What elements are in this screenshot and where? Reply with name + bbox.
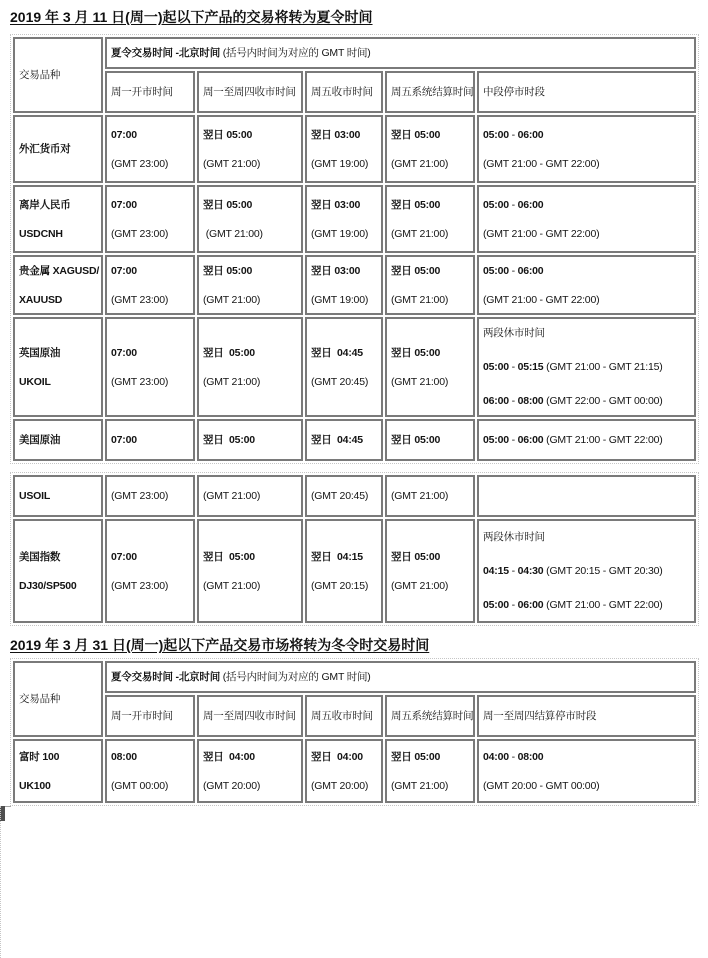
table-row xyxy=(13,185,696,253)
product-cell: USOIL xyxy=(13,475,103,517)
heading-winter-time: 2019 年 3 月 31 日(周一)起以下产品交易市场将转为冬令时交易时间 xyxy=(10,637,430,653)
time-cell: 翌日 05:00 (GMT 21:00) xyxy=(385,115,475,183)
time-cell: 翌日 03:00 (GMT 19:00) xyxy=(305,185,383,253)
heading-summer-time: 2019 年 3 月 11 日(周一)起以下产品的交易将转为夏令时间 xyxy=(10,9,373,25)
header-product: 交易品种 xyxy=(13,37,103,113)
product-cell: 贵金属 XAGUSD/ XAUUSD xyxy=(13,255,103,315)
winter-trading-hours-table xyxy=(11,659,698,805)
product-cell: 外汇货币对 xyxy=(13,115,103,183)
time-cell: 翌日 05:00 (GMT 21:00) xyxy=(197,185,303,253)
header-row-session xyxy=(13,37,696,69)
time-cell: 07:00 (GMT 23:00) xyxy=(105,115,195,183)
table-row xyxy=(13,739,696,803)
time-cell: 翌日 05:00 (GMT 21:00) xyxy=(385,255,475,315)
table-row xyxy=(13,115,696,183)
time-cell: 两段休市时间 04:15 - 04:30 (GMT 20:15 - GMT 20:30) 05:00 - 06:00 (GMT 21:00 - GMT 22:00) xyxy=(477,519,696,623)
header-friday-close: 周五收市时间 xyxy=(305,71,383,113)
header-friday-close: 周五收市时间 xyxy=(305,695,383,737)
time-cell: 07:00 (GMT 23:00) xyxy=(105,255,195,315)
time-cell: 翌日 04:00 (GMT 20:00) xyxy=(305,739,383,803)
product-cell: 美国原油 xyxy=(13,419,103,461)
time-cell: 翌日 05:00 (GMT 21:00) xyxy=(197,519,303,623)
time-cell: (GMT 21:00) xyxy=(197,475,303,517)
header-monday-open: 周一开市时间 xyxy=(105,71,195,113)
product-cell: 离岸人民币 USDCNH xyxy=(13,185,103,253)
time-cell: 翌日 05:00 xyxy=(385,419,475,461)
time-cell: 翌日 05:00 (GMT 21:00) xyxy=(385,317,475,417)
time-cell: 04:00 - 08:00 (GMT 20:00 - GMT 00:00) xyxy=(477,739,696,803)
product-cell: 英国原油 UKOIL xyxy=(13,317,103,417)
summer-table-body-part1 xyxy=(13,115,696,461)
table-right-edge-dotted xyxy=(0,806,1,958)
header-session-times: 夏令交易时间 -北京时间 (括号内时间为对应的 GMT 时间) xyxy=(105,661,696,693)
header-mon-thu-settlement-break: 周一至周四结算停市时段 xyxy=(477,695,696,737)
time-cell: 翌日 04:45 (GMT 20:45) xyxy=(305,317,383,417)
header-session-times: 夏令交易时间 -北京时间 (括号内时间为对应的 GMT 时间) xyxy=(105,37,696,69)
time-cell: 05:00 - 06:00 (GMT 21:00 - GMT 22:00) xyxy=(477,185,696,253)
time-cell: 05:00 - 06:00 (GMT 21:00 - GMT 22:00) xyxy=(477,419,696,461)
time-cell: 翌日 04:00 (GMT 20:00) xyxy=(197,739,303,803)
summer-table-part1 xyxy=(10,34,699,464)
time-cell: 翌日 05:00 (GMT 21:00) xyxy=(385,739,475,803)
table-row xyxy=(13,475,696,517)
time-cell: 07:00 (GMT 23:00) xyxy=(105,317,195,417)
page-break-gap xyxy=(10,464,698,472)
time-cell: 07:00 xyxy=(105,419,195,461)
time-cell: 08:00 (GMT 00:00) xyxy=(105,739,195,803)
time-cell: 05:00 - 06:00 (GMT 21:00 - GMT 22:00) xyxy=(477,115,696,183)
winter-table xyxy=(10,658,699,806)
time-cell: 翌日 05:00 (GMT 21:00) xyxy=(197,317,303,417)
winter-table-body xyxy=(13,739,696,803)
time-cell: 翌日 05:00 (GMT 21:00) xyxy=(197,255,303,315)
time-cell: (GMT 20:45) xyxy=(305,475,383,517)
product-cell: 美国指数 DJ30/SP500 xyxy=(13,519,103,623)
header-product: 交易品种 xyxy=(13,661,103,737)
header-row-columns xyxy=(13,695,696,737)
header-row-session xyxy=(13,661,696,693)
time-cell: 两段休市时间 05:00 - 05:15 (GMT 21:00 - GMT 21:15) 06:00 - 08:00 (GMT 22:00 - GMT 00:00) xyxy=(477,317,696,417)
table-row xyxy=(13,255,696,315)
table-row xyxy=(13,419,696,461)
header-friday-settlement: 周五系统结算时间 xyxy=(385,695,475,737)
time-cell: 翌日 05:00 (GMT 21:00) xyxy=(385,519,475,623)
time-cell: 07:00 (GMT 23:00) xyxy=(105,519,195,623)
time-cell: 翌日 05:00 (GMT 21:00) xyxy=(197,115,303,183)
product-cell: 富时 100 UK100 xyxy=(13,739,103,803)
time-cell: 翌日 03:00 (GMT 19:00) xyxy=(305,115,383,183)
summer-trading-hours-table-continued xyxy=(11,473,698,625)
time-cell: 翌日 05:00 (GMT 21:00) xyxy=(385,185,475,253)
summer-table-part2 xyxy=(10,472,699,626)
time-cell: 05:00 - 06:00 (GMT 21:00 - GMT 22:00) xyxy=(477,255,696,315)
time-cell: 07:00 (GMT 23:00) xyxy=(105,185,195,253)
header-row-columns xyxy=(13,71,696,113)
header-monday-open: 周一开市时间 xyxy=(105,695,195,737)
time-cell: 翌日 05:00 xyxy=(197,419,303,461)
header-mon-thu-close: 周一至周四收市时间 xyxy=(197,71,303,113)
header-mon-thu-close: 周一至周四收市时间 xyxy=(197,695,303,737)
time-cell: 翌日 04:15 (GMT 20:15) xyxy=(305,519,383,623)
header-midday-break: 中段停市时段 xyxy=(477,71,696,113)
summer-table-body-part2 xyxy=(13,475,696,623)
time-cell xyxy=(477,475,696,517)
header-friday-settlement: 周五系统结算时间 xyxy=(385,71,475,113)
time-cell: 翌日 04:45 xyxy=(305,419,383,461)
time-cell: (GMT 21:00) xyxy=(385,475,475,517)
time-cell: (GMT 23:00) xyxy=(105,475,195,517)
time-cell: 翌日 03:00 (GMT 19:00) xyxy=(305,255,383,315)
table-row xyxy=(13,317,696,417)
table-row xyxy=(13,519,696,623)
summer-trading-hours-table xyxy=(11,35,698,463)
